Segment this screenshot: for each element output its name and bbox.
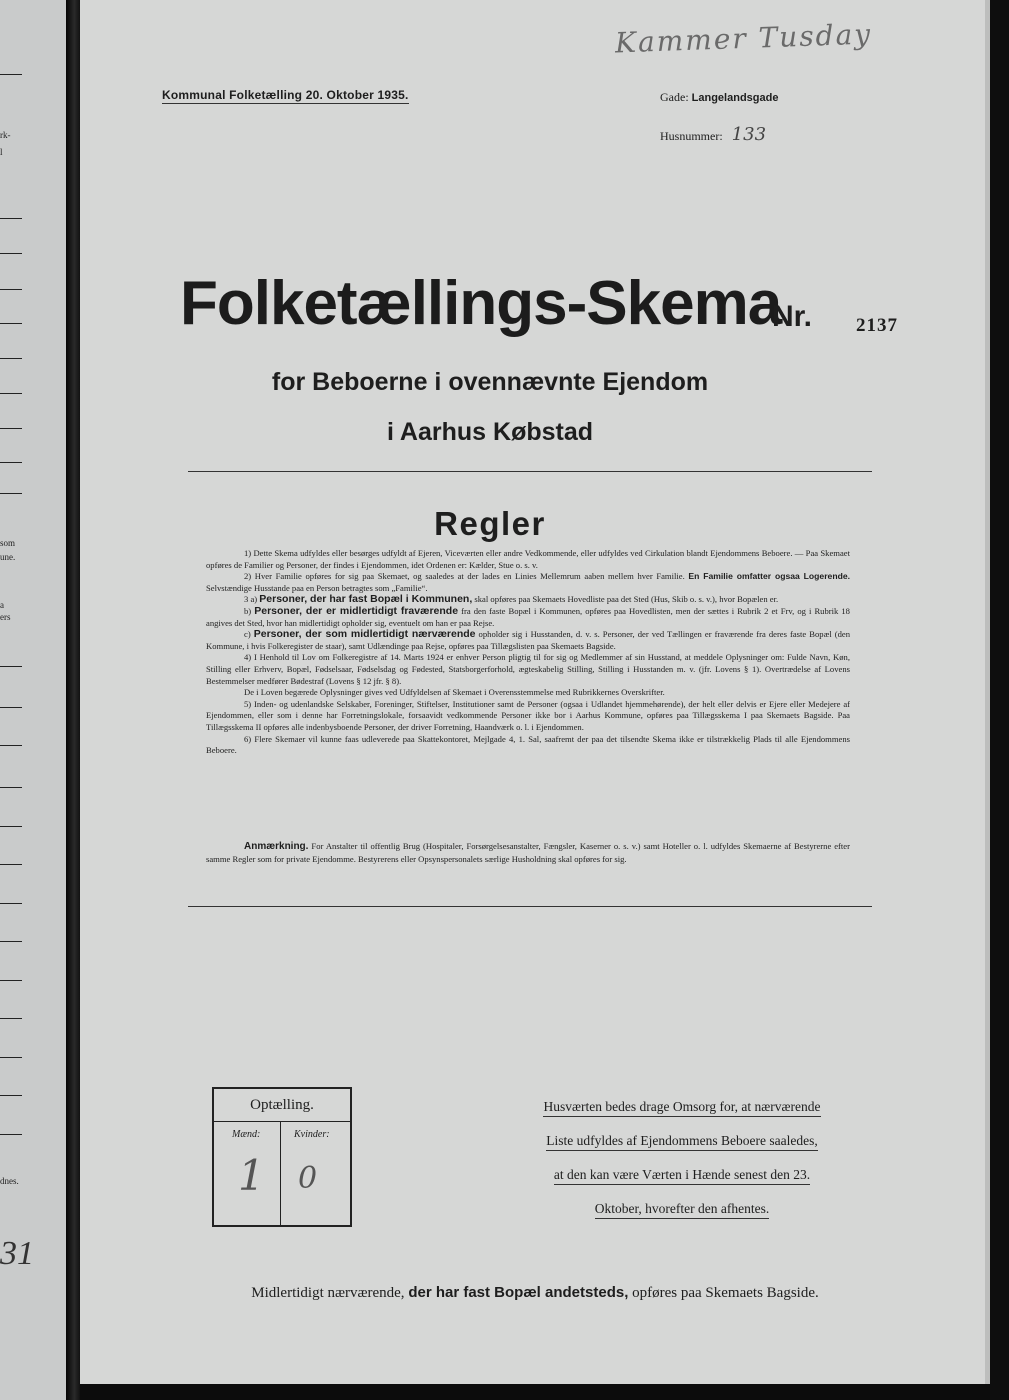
- rule-6: 6) Flere Skemaer vil kunne faas udleverede paa Skattekontoret, Mejlgade 4, 1. Sal, saafremt der paa det tilsendte Skema ikke er tilstrækkelig Plads til alle Ejendommens Beboere.: [206, 733, 850, 756]
- left-rule: [0, 289, 22, 290]
- house-number-field: [660, 124, 766, 145]
- left-fragment: ers: [0, 612, 11, 622]
- left-rule: [0, 1095, 22, 1096]
- left-rule: [0, 1134, 22, 1135]
- left-rule: [0, 358, 22, 359]
- rule-3b-heading: Personer, der er midlertidigt fraværende: [254, 604, 459, 617]
- footer-text-end: opføres paa Skemaets Bagside.: [632, 1285, 819, 1301]
- left-rule: [0, 941, 22, 942]
- notice-line: Liste udfyldes af Ejendommens Beboere saaledes,: [546, 1132, 817, 1151]
- rule-4b: De i Loven begærede Oplysninger gives ved Udfyldelsen af Skemaet i Overensstemmelse med Rubrikkernes Overskrifter.: [244, 687, 665, 698]
- rules-heading: Regler: [434, 505, 546, 542]
- rule-3b-number: b): [244, 605, 252, 616]
- street-label: Gade:: [660, 90, 689, 104]
- women-count: 0: [298, 1161, 318, 1196]
- street-value: Langelandsgade: [691, 92, 779, 104]
- rules-text: [206, 548, 850, 757]
- left-rule: [0, 707, 22, 708]
- census-title: Kommunal Folketælling 20. Oktober 1935.: [162, 88, 409, 102]
- rule-3b: [206, 606, 850, 629]
- rule-5: 5) Inden- og udenlandske Selskaber, Foreninger, Stiftelser, Institutioner samt de Personer (ogsaa i Udlandet hjemmehørende), der helt eller delvis er Ejere eller Medejere af Ejendommen, eller som i denne har Forretningslokale, forsaavidt vedkommende Personer ikke bor i Aarhus Kommune, opføres paa Tillægsskema I paa Skemaets Bagside. Paa Tillægsskema II opføres alle indenbysboende Personer, der driver Forretning, Haandværk o. l. i Ejendommen.: [206, 698, 850, 732]
- rule-4: 4) I Henhold til Lov om Folkeregistre af 14. Marts 1924 er enhver Person pligtig til for sig og Medlemmer af sin Husstand, at meddele Oplysninger om: Fulde Navn, Køn, Stilling eller Erhverv, Bopæl, Fødselsaar, Fødselsdag og Fødested, Statsborgerforhold, ægteskabelig Stilling, Stilling i Husstanden m. v. (jfr. Lovens § 1). Overtrædelse af Lovens Bestemmelser medfører Bødestraf (Lovens § 12 jfr. § 8).: [206, 652, 850, 686]
- footer-note: [80, 1284, 990, 1302]
- remark-label: Anmærkning.: [244, 841, 309, 852]
- left-page-fragment: [0, 0, 66, 1400]
- left-rule: [0, 745, 22, 746]
- men-count: 1: [238, 1151, 265, 1200]
- rule-3a-number: 3 a): [244, 594, 258, 605]
- left-rule: [0, 462, 22, 463]
- rule-2: [206, 571, 850, 594]
- rule-1: 1) Dette Skema udfyldes eller besørges udfyldt af Ejeren, Viceværten eller andre Vedkommende, eller udfyldes ved Cirkulation blandt Ejendommens Beboere. — Paa Skemaet opføres de Familier og Personer, der findes i Ejendommen, idet Ordenen er: Kælder, Stue o. s. v.: [206, 548, 850, 570]
- rule-2-text: 2) Hver Familie opføres for sig paa Skemaet, og saaledes at der lades en Linies Mellemrum aaben mellem hver Familie.: [244, 571, 685, 582]
- form-number-value: 2137: [856, 315, 898, 336]
- left-rule: [0, 253, 22, 254]
- house-number-label: Husnummer:: [660, 129, 723, 143]
- landlord-notice: [512, 1090, 852, 1226]
- census-form-page: [80, 0, 991, 1384]
- house-number-value: 133: [731, 124, 767, 145]
- remark: [206, 840, 850, 865]
- notice-line: Husværten bedes drage Omsorg for, at nærværende: [543, 1098, 820, 1117]
- left-fragment: l: [0, 147, 3, 157]
- rule-3c-number: c): [244, 629, 251, 640]
- footer-bold: der har fast Bopæl andetsteds,: [408, 1284, 629, 1301]
- rule-3a-text: skal opføres paa Skemaets Hovedliste paa det Sted (Hus, Skib o. s. v.), hvor Bopælen er.: [474, 594, 779, 605]
- rule-3b-text: fra den faste Bopæl i Kommunen, opføres paa Hovedlisten, men der sættes i Rubrik 2 et Frv, og i Rubrik 18 angives det Sted, hvor han midlertidigt opholder sig, eventuelt om han er paa Rejse.: [206, 605, 850, 628]
- women-label: Kvinder:: [294, 1129, 330, 1140]
- notice-line: Oktober, hvorefter den afhentes.: [595, 1200, 770, 1219]
- rule-3c: [206, 629, 850, 652]
- left-rule: [0, 903, 22, 904]
- handwritten-note: Kammer Tusday: [614, 17, 873, 60]
- left-rule: [0, 493, 22, 494]
- street-field: [660, 90, 778, 105]
- left-rule: [0, 428, 22, 429]
- form-number-label: Nr.: [772, 300, 813, 333]
- left-fragment: a: [0, 600, 4, 610]
- notice-line: at den kan være Værten i Hænde senest den 23.: [554, 1166, 810, 1185]
- scan-border: [990, 0, 1009, 1400]
- count-box: [212, 1087, 352, 1227]
- book-gutter: [66, 0, 80, 1400]
- left-rule: [0, 787, 22, 788]
- left-fragment: dnes.: [0, 1176, 19, 1186]
- count-title: Optælling.: [214, 1089, 350, 1122]
- left-fragment: rk-: [0, 130, 11, 140]
- form-subtitle-city: i Aarhus Købstad: [386, 418, 594, 446]
- left-handwritten-number: 31: [0, 1235, 34, 1272]
- left-rule: [0, 74, 22, 75]
- rule-2-bold: En Familie omfatter ogsaa Logerende.: [688, 571, 850, 582]
- rule-3c-heading: Personer, der som midlertidigt nærværende: [253, 628, 476, 641]
- rule-3a-heading: Personer, der har fast Bopæl i Kommunen,: [259, 593, 473, 606]
- left-rule: [0, 218, 22, 219]
- left-rule: [0, 666, 22, 667]
- left-rule: [0, 1057, 22, 1058]
- remark-text: For Anstalter til offentlig Brug (Hospitaler, Forsørgelsesanstalter, Fængsler, Kaserner o. s. v.) samt Hoteller o. l. udfyldes Skemaerne af Bestyrerne efter samme Regler som for private Ejendomme. Bestyrerens eller Opsynspersonalets særlige Husholdning skal opføres for sig.: [206, 841, 850, 864]
- count-divider: [280, 1121, 281, 1225]
- left-rule: [0, 980, 22, 981]
- divider-line: [188, 906, 872, 907]
- remark-section: [206, 840, 850, 865]
- rule-2-text-end: Selvstændige Husstande paa en Person betragtes som „Familie“.: [206, 582, 428, 593]
- left-rule: [0, 323, 22, 324]
- rule-3c-text: opholder sig i Husstanden, d. v. s. Personer, der ved Tællingen er fraværende fra deres faste Bopæl (den Kommune, i hvis Folkeregister de staar), samt Udlændinge paa Rejse, opføres paa Tillægslisten paa Skemaets Bagside.: [206, 629, 851, 651]
- left-rule: [0, 1018, 22, 1019]
- left-fragment: som: [0, 538, 16, 548]
- form-subtitle: for Beboerne i ovennævnte Ejendom: [271, 368, 709, 396]
- left-fragment: une.: [0, 552, 16, 562]
- left-rule: [0, 826, 22, 827]
- footer-text: Midlertidigt nærværende,: [251, 1285, 405, 1301]
- left-rule: [0, 864, 22, 865]
- divider-line: [188, 471, 872, 472]
- form-title: Folketællings-Skema: [180, 269, 782, 338]
- left-rule: [0, 393, 22, 394]
- men-label: Mænd:: [232, 1129, 261, 1140]
